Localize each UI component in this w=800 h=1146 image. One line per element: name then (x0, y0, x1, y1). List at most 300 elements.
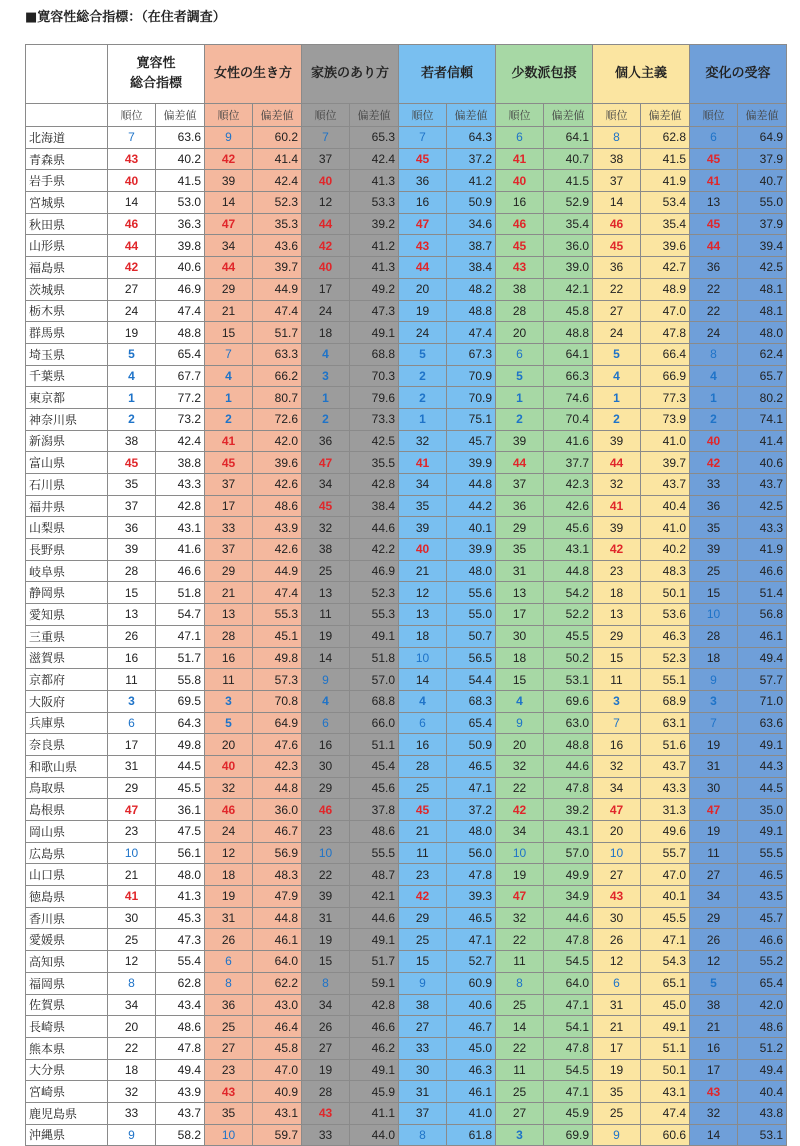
table-row (26, 647, 787, 669)
score-cell: 36.3 (156, 213, 205, 235)
score-cell: 44.8 (447, 474, 496, 496)
rank-cell: 29 (205, 560, 253, 582)
prefecture-name: 山口県 (26, 864, 108, 886)
rank-cell: 25 (593, 1102, 641, 1124)
score-cell: 53.1 (738, 1124, 787, 1146)
score-cell: 39.9 (447, 539, 496, 561)
score-cell: 47.1 (641, 929, 690, 951)
score-cell: 49.1 (641, 1016, 690, 1038)
score-cell: 71.0 (738, 690, 787, 712)
rank-cell: 11 (496, 1059, 544, 1081)
rank-cell: 24 (108, 300, 156, 322)
score-cell: 64.0 (544, 972, 593, 994)
rank-cell: 36 (399, 170, 447, 192)
rank-cell: 43 (302, 1102, 350, 1124)
score-cell: 47.4 (156, 300, 205, 322)
corner-cell (26, 45, 108, 104)
table-row (26, 1016, 787, 1038)
prefecture-name: 千葉県 (26, 365, 108, 387)
rank-cell: 4 (205, 365, 253, 387)
prefecture-name: 佐賀県 (26, 994, 108, 1016)
rank-cell: 40 (302, 170, 350, 192)
score-cell: 73.2 (156, 408, 205, 430)
score-cell: 66.9 (641, 365, 690, 387)
rank-cell: 10 (205, 1124, 253, 1146)
score-cell: 47.4 (253, 300, 302, 322)
rank-cell: 34 (302, 474, 350, 496)
rank-cell: 24 (593, 322, 641, 344)
score-cell: 47.6 (253, 734, 302, 756)
score-cell: 43.7 (641, 474, 690, 496)
score-cell: 39.9 (447, 452, 496, 474)
score-cell: 43.3 (641, 777, 690, 799)
rank-cell: 17 (496, 604, 544, 626)
rank-cell: 31 (108, 755, 156, 777)
score-cell: 50.1 (641, 1059, 690, 1081)
score-cell: 48.6 (738, 1016, 787, 1038)
score-cell: 57.0 (350, 669, 399, 691)
table-row (26, 452, 787, 474)
rank-cell: 14 (108, 192, 156, 214)
rank-cell: 21 (399, 560, 447, 582)
rank-cell: 22 (496, 1037, 544, 1059)
rank-cell: 7 (108, 127, 156, 149)
score-cell: 43.9 (156, 1081, 205, 1103)
rank-cell: 25 (496, 994, 544, 1016)
rank-cell: 37 (593, 170, 641, 192)
score-cell: 43.3 (156, 474, 205, 496)
score-cell: 54.2 (544, 582, 593, 604)
rank-cell: 37 (496, 474, 544, 496)
score-cell: 47.8 (544, 929, 593, 951)
rank-cell: 3 (108, 690, 156, 712)
rank-cell: 1 (399, 408, 447, 430)
score-cell: 48.6 (350, 821, 399, 843)
rank-cell: 29 (302, 777, 350, 799)
score-cell: 44.9 (253, 278, 302, 300)
rank-cell: 6 (496, 127, 544, 149)
prefecture-name: 山梨県 (26, 517, 108, 539)
rank-cell: 21 (108, 864, 156, 886)
rank-cell: 11 (302, 604, 350, 626)
prefecture-name: 埼玉県 (26, 343, 108, 365)
score-cell: 42.3 (544, 474, 593, 496)
rank-cell: 46 (108, 213, 156, 235)
score-cell: 55.0 (738, 192, 787, 214)
score-cell: 52.3 (641, 647, 690, 669)
score-cell: 47.4 (253, 582, 302, 604)
prefecture-name: 沖縄県 (26, 1124, 108, 1146)
score-cell: 63.0 (544, 712, 593, 734)
rank-cell: 19 (302, 1059, 350, 1081)
rank-cell: 5 (496, 365, 544, 387)
rank-cell: 38 (496, 278, 544, 300)
tolerance-index-table (25, 44, 787, 1146)
score-cell: 45.7 (447, 430, 496, 452)
score-cell: 45.5 (641, 907, 690, 929)
score-cell: 42.3 (253, 755, 302, 777)
rank-cell: 40 (496, 170, 544, 192)
table-row (26, 625, 787, 647)
rank-cell: 35 (496, 539, 544, 561)
table-row (26, 842, 787, 864)
rank-cell: 2 (205, 408, 253, 430)
score-cell: 46.6 (738, 929, 787, 951)
rank-cell: 42 (399, 886, 447, 908)
rank-cell: 44 (205, 257, 253, 279)
score-cell: 41.3 (350, 170, 399, 192)
score-cell: 44.2 (447, 495, 496, 517)
rank-cell: 45 (593, 235, 641, 257)
score-cell: 42.7 (641, 257, 690, 279)
table-row (26, 560, 787, 582)
rank-cell: 4 (302, 343, 350, 365)
score-cell: 62.2 (253, 972, 302, 994)
prefecture-name: 熊本県 (26, 1037, 108, 1059)
table-row (26, 951, 787, 973)
rank-cell: 42 (205, 148, 253, 170)
rank-cell: 7 (399, 127, 447, 149)
rank-cell: 29 (399, 907, 447, 929)
rank-cell: 8 (593, 127, 641, 149)
score-cell: 64.3 (156, 712, 205, 734)
rank-cell: 21 (205, 582, 253, 604)
rank-cell: 16 (399, 192, 447, 214)
score-cell: 37.8 (350, 799, 399, 821)
rank-cell: 12 (302, 192, 350, 214)
score-cell: 68.9 (641, 690, 690, 712)
score-cell: 34.6 (447, 213, 496, 235)
rank-subheader: 順位 (593, 104, 641, 127)
rank-cell: 33 (399, 1037, 447, 1059)
prefecture-name: 新潟県 (26, 430, 108, 452)
rank-cell: 42 (302, 235, 350, 257)
rank-cell: 35 (690, 517, 738, 539)
score-cell: 63.1 (641, 712, 690, 734)
prefecture-name: 茨城県 (26, 278, 108, 300)
rank-cell: 8 (302, 972, 350, 994)
rank-cell: 6 (399, 712, 447, 734)
score-cell: 47.8 (544, 777, 593, 799)
rank-cell: 23 (108, 821, 156, 843)
score-cell: 70.8 (253, 690, 302, 712)
rank-cell: 8 (108, 972, 156, 994)
rank-cell: 27 (302, 1037, 350, 1059)
rank-cell: 37 (108, 495, 156, 517)
table-row (26, 322, 787, 344)
table-row (26, 1081, 787, 1103)
prefecture-name: 福井県 (26, 495, 108, 517)
score-cell: 38.8 (156, 452, 205, 474)
rank-cell: 40 (205, 755, 253, 777)
score-cell: 43.1 (156, 517, 205, 539)
score-cell: 65.3 (350, 127, 399, 149)
rank-cell: 46 (205, 799, 253, 821)
rank-cell: 15 (302, 951, 350, 973)
prefecture-name: 大阪府 (26, 690, 108, 712)
rank-cell: 7 (690, 712, 738, 734)
rank-cell: 30 (593, 907, 641, 929)
rank-cell: 21 (399, 821, 447, 843)
rank-cell: 24 (302, 300, 350, 322)
rank-cell: 1 (302, 387, 350, 409)
prefecture-name: 神奈川県 (26, 408, 108, 430)
rank-cell: 32 (496, 907, 544, 929)
score-cell: 48.1 (738, 300, 787, 322)
rank-cell: 25 (108, 929, 156, 951)
rank-cell: 15 (399, 951, 447, 973)
score-cell: 53.3 (350, 192, 399, 214)
score-cell: 46.1 (738, 625, 787, 647)
score-cell: 48.0 (156, 864, 205, 886)
rank-cell: 32 (496, 755, 544, 777)
score-cell: 47.8 (544, 1037, 593, 1059)
score-cell: 49.1 (350, 1059, 399, 1081)
rank-cell: 23 (302, 821, 350, 843)
rank-cell: 17 (690, 1059, 738, 1081)
rank-cell: 38 (399, 994, 447, 1016)
rank-cell: 1 (593, 387, 641, 409)
rank-subheader: 順位 (205, 104, 253, 127)
score-cell: 37.2 (447, 799, 496, 821)
rank-cell: 8 (205, 972, 253, 994)
rank-cell: 4 (690, 365, 738, 387)
score-cell: 64.1 (544, 127, 593, 149)
score-cell: 42.5 (738, 495, 787, 517)
rank-cell: 13 (302, 582, 350, 604)
score-cell: 51.7 (350, 951, 399, 973)
score-cell: 42.8 (350, 994, 399, 1016)
rank-cell: 5 (108, 343, 156, 365)
score-cell: 45.1 (253, 625, 302, 647)
score-cell: 44.0 (350, 1124, 399, 1146)
score-cell: 40.6 (738, 452, 787, 474)
rank-cell: 18 (399, 625, 447, 647)
table-row (26, 669, 787, 691)
score-cell: 62.4 (738, 343, 787, 365)
rank-cell: 39 (108, 539, 156, 561)
score-cell: 42.1 (544, 278, 593, 300)
score-cell: 52.7 (447, 951, 496, 973)
prefecture-name: 大分県 (26, 1059, 108, 1081)
score-cell: 44.6 (350, 907, 399, 929)
table-row (26, 387, 787, 409)
score-cell: 49.4 (738, 1059, 787, 1081)
rank-cell: 34 (302, 994, 350, 1016)
score-cell: 40.4 (738, 1081, 787, 1103)
score-cell: 36.0 (544, 235, 593, 257)
score-cell: 38.4 (447, 257, 496, 279)
score-cell: 49.1 (738, 821, 787, 843)
score-cell: 54.1 (544, 1016, 593, 1038)
score-cell: 73.3 (350, 408, 399, 430)
score-cell: 46.5 (447, 755, 496, 777)
rank-cell: 20 (496, 322, 544, 344)
rank-cell: 6 (690, 127, 738, 149)
table-row (26, 192, 787, 214)
rank-cell: 31 (496, 560, 544, 582)
rank-subheader: 順位 (108, 104, 156, 127)
prefecture-name: 徳島県 (26, 886, 108, 908)
table-row (26, 517, 787, 539)
score-cell: 47.5 (156, 821, 205, 843)
rank-cell: 25 (399, 929, 447, 951)
score-cell: 42.6 (253, 539, 302, 561)
score-cell: 42.2 (350, 539, 399, 561)
rank-cell: 8 (496, 972, 544, 994)
prefecture-name: 宮城県 (26, 192, 108, 214)
rank-cell: 39 (593, 430, 641, 452)
rank-cell: 29 (205, 278, 253, 300)
rank-cell: 31 (205, 907, 253, 929)
rank-cell: 13 (690, 192, 738, 214)
rank-cell: 39 (205, 170, 253, 192)
rank-cell: 47 (690, 799, 738, 821)
prefecture-name: 富山県 (26, 452, 108, 474)
rank-cell: 14 (302, 647, 350, 669)
rank-cell: 32 (593, 755, 641, 777)
rank-cell: 9 (593, 1124, 641, 1146)
rank-cell: 22 (108, 1037, 156, 1059)
rank-cell: 19 (690, 734, 738, 756)
rank-cell: 34 (399, 474, 447, 496)
score-cell: 45.5 (156, 777, 205, 799)
score-cell: 44.8 (253, 907, 302, 929)
score-cell: 45.3 (156, 907, 205, 929)
rank-cell: 25 (302, 560, 350, 582)
rank-cell: 40 (302, 257, 350, 279)
score-cell: 48.0 (447, 821, 496, 843)
rank-cell: 2 (593, 408, 641, 430)
score-cell: 68.8 (350, 343, 399, 365)
score-cell: 43.1 (641, 1081, 690, 1103)
rank-cell: 32 (205, 777, 253, 799)
score-cell: 69.6 (544, 690, 593, 712)
score-cell: 48.8 (544, 734, 593, 756)
score-cell: 41.6 (544, 430, 593, 452)
table-row (26, 1037, 787, 1059)
rank-cell: 32 (593, 474, 641, 496)
rank-cell: 6 (205, 951, 253, 973)
score-cell: 56.5 (447, 647, 496, 669)
rank-cell: 36 (108, 517, 156, 539)
score-cell: 46.9 (350, 560, 399, 582)
score-cell: 54.5 (544, 1059, 593, 1081)
prefecture-name: 岡山県 (26, 821, 108, 843)
score-cell: 65.4 (738, 972, 787, 994)
score-cell: 63.6 (156, 127, 205, 149)
rank-cell: 27 (496, 1102, 544, 1124)
rank-cell: 22 (302, 864, 350, 886)
rank-cell: 42 (108, 257, 156, 279)
score-cell: 42.5 (738, 257, 787, 279)
prefecture-name: 東京都 (26, 387, 108, 409)
rank-cell: 41 (399, 452, 447, 474)
score-cell: 46.7 (253, 821, 302, 843)
score-cell: 51.1 (641, 1037, 690, 1059)
rank-cell: 19 (496, 864, 544, 886)
score-cell: 41.5 (641, 148, 690, 170)
rank-cell: 26 (302, 1016, 350, 1038)
rank-cell: 21 (690, 1016, 738, 1038)
score-cell: 41.5 (156, 170, 205, 192)
score-cell: 37.9 (738, 148, 787, 170)
score-cell: 52.3 (253, 192, 302, 214)
score-cell: 43.7 (738, 474, 787, 496)
rank-cell: 36 (496, 495, 544, 517)
rank-cell: 34 (496, 821, 544, 843)
rank-cell: 18 (302, 322, 350, 344)
rank-cell: 40 (108, 170, 156, 192)
rank-cell: 46 (496, 213, 544, 235)
rank-cell: 27 (593, 864, 641, 886)
score-cell: 51.8 (156, 582, 205, 604)
rank-cell: 19 (108, 322, 156, 344)
rank-cell: 26 (690, 929, 738, 951)
score-cell: 46.2 (350, 1037, 399, 1059)
rank-cell: 38 (690, 994, 738, 1016)
score-cell: 42.0 (738, 994, 787, 1016)
rank-cell: 1 (205, 387, 253, 409)
score-cell: 65.4 (156, 343, 205, 365)
rank-subheader: 順位 (496, 104, 544, 127)
score-cell: 43.1 (544, 539, 593, 561)
score-cell: 77.3 (641, 387, 690, 409)
table-row (26, 821, 787, 843)
rank-cell: 2 (302, 408, 350, 430)
score-cell: 37.2 (447, 148, 496, 170)
score-cell: 42.0 (253, 430, 302, 452)
rank-cell: 4 (108, 365, 156, 387)
score-cell: 40.7 (738, 170, 787, 192)
rank-subheader: 順位 (399, 104, 447, 127)
score-cell: 44.9 (253, 560, 302, 582)
score-cell: 67.7 (156, 365, 205, 387)
rank-cell: 41 (690, 170, 738, 192)
rank-cell: 9 (496, 712, 544, 734)
score-cell: 54.5 (544, 951, 593, 973)
table-row (26, 539, 787, 561)
rank-cell: 6 (302, 712, 350, 734)
score-cell: 43.1 (544, 821, 593, 843)
table-row (26, 777, 787, 799)
column-header: 変化の受容 (690, 45, 787, 104)
score-cell: 65.4 (447, 712, 496, 734)
score-cell: 46.3 (447, 1059, 496, 1081)
rank-cell: 2 (690, 408, 738, 430)
score-cell: 54.7 (156, 604, 205, 626)
score-cell: 64.1 (544, 343, 593, 365)
score-cell: 55.2 (738, 951, 787, 973)
rank-cell: 44 (496, 452, 544, 474)
score-cell: 48.7 (350, 864, 399, 886)
score-cell: 45.9 (544, 1102, 593, 1124)
rank-cell: 11 (108, 669, 156, 691)
table-row (26, 474, 787, 496)
rank-cell: 31 (399, 1081, 447, 1103)
score-cell: 49.6 (641, 821, 690, 843)
score-cell: 46.1 (253, 929, 302, 951)
rank-cell: 13 (399, 604, 447, 626)
score-cell: 43.3 (738, 517, 787, 539)
rank-cell: 9 (302, 669, 350, 691)
rank-cell: 9 (399, 972, 447, 994)
score-cell: 47.1 (447, 777, 496, 799)
rank-cell: 18 (593, 582, 641, 604)
rank-cell: 3 (593, 690, 641, 712)
score-cell: 46.5 (738, 864, 787, 886)
score-cell: 43.0 (253, 994, 302, 1016)
